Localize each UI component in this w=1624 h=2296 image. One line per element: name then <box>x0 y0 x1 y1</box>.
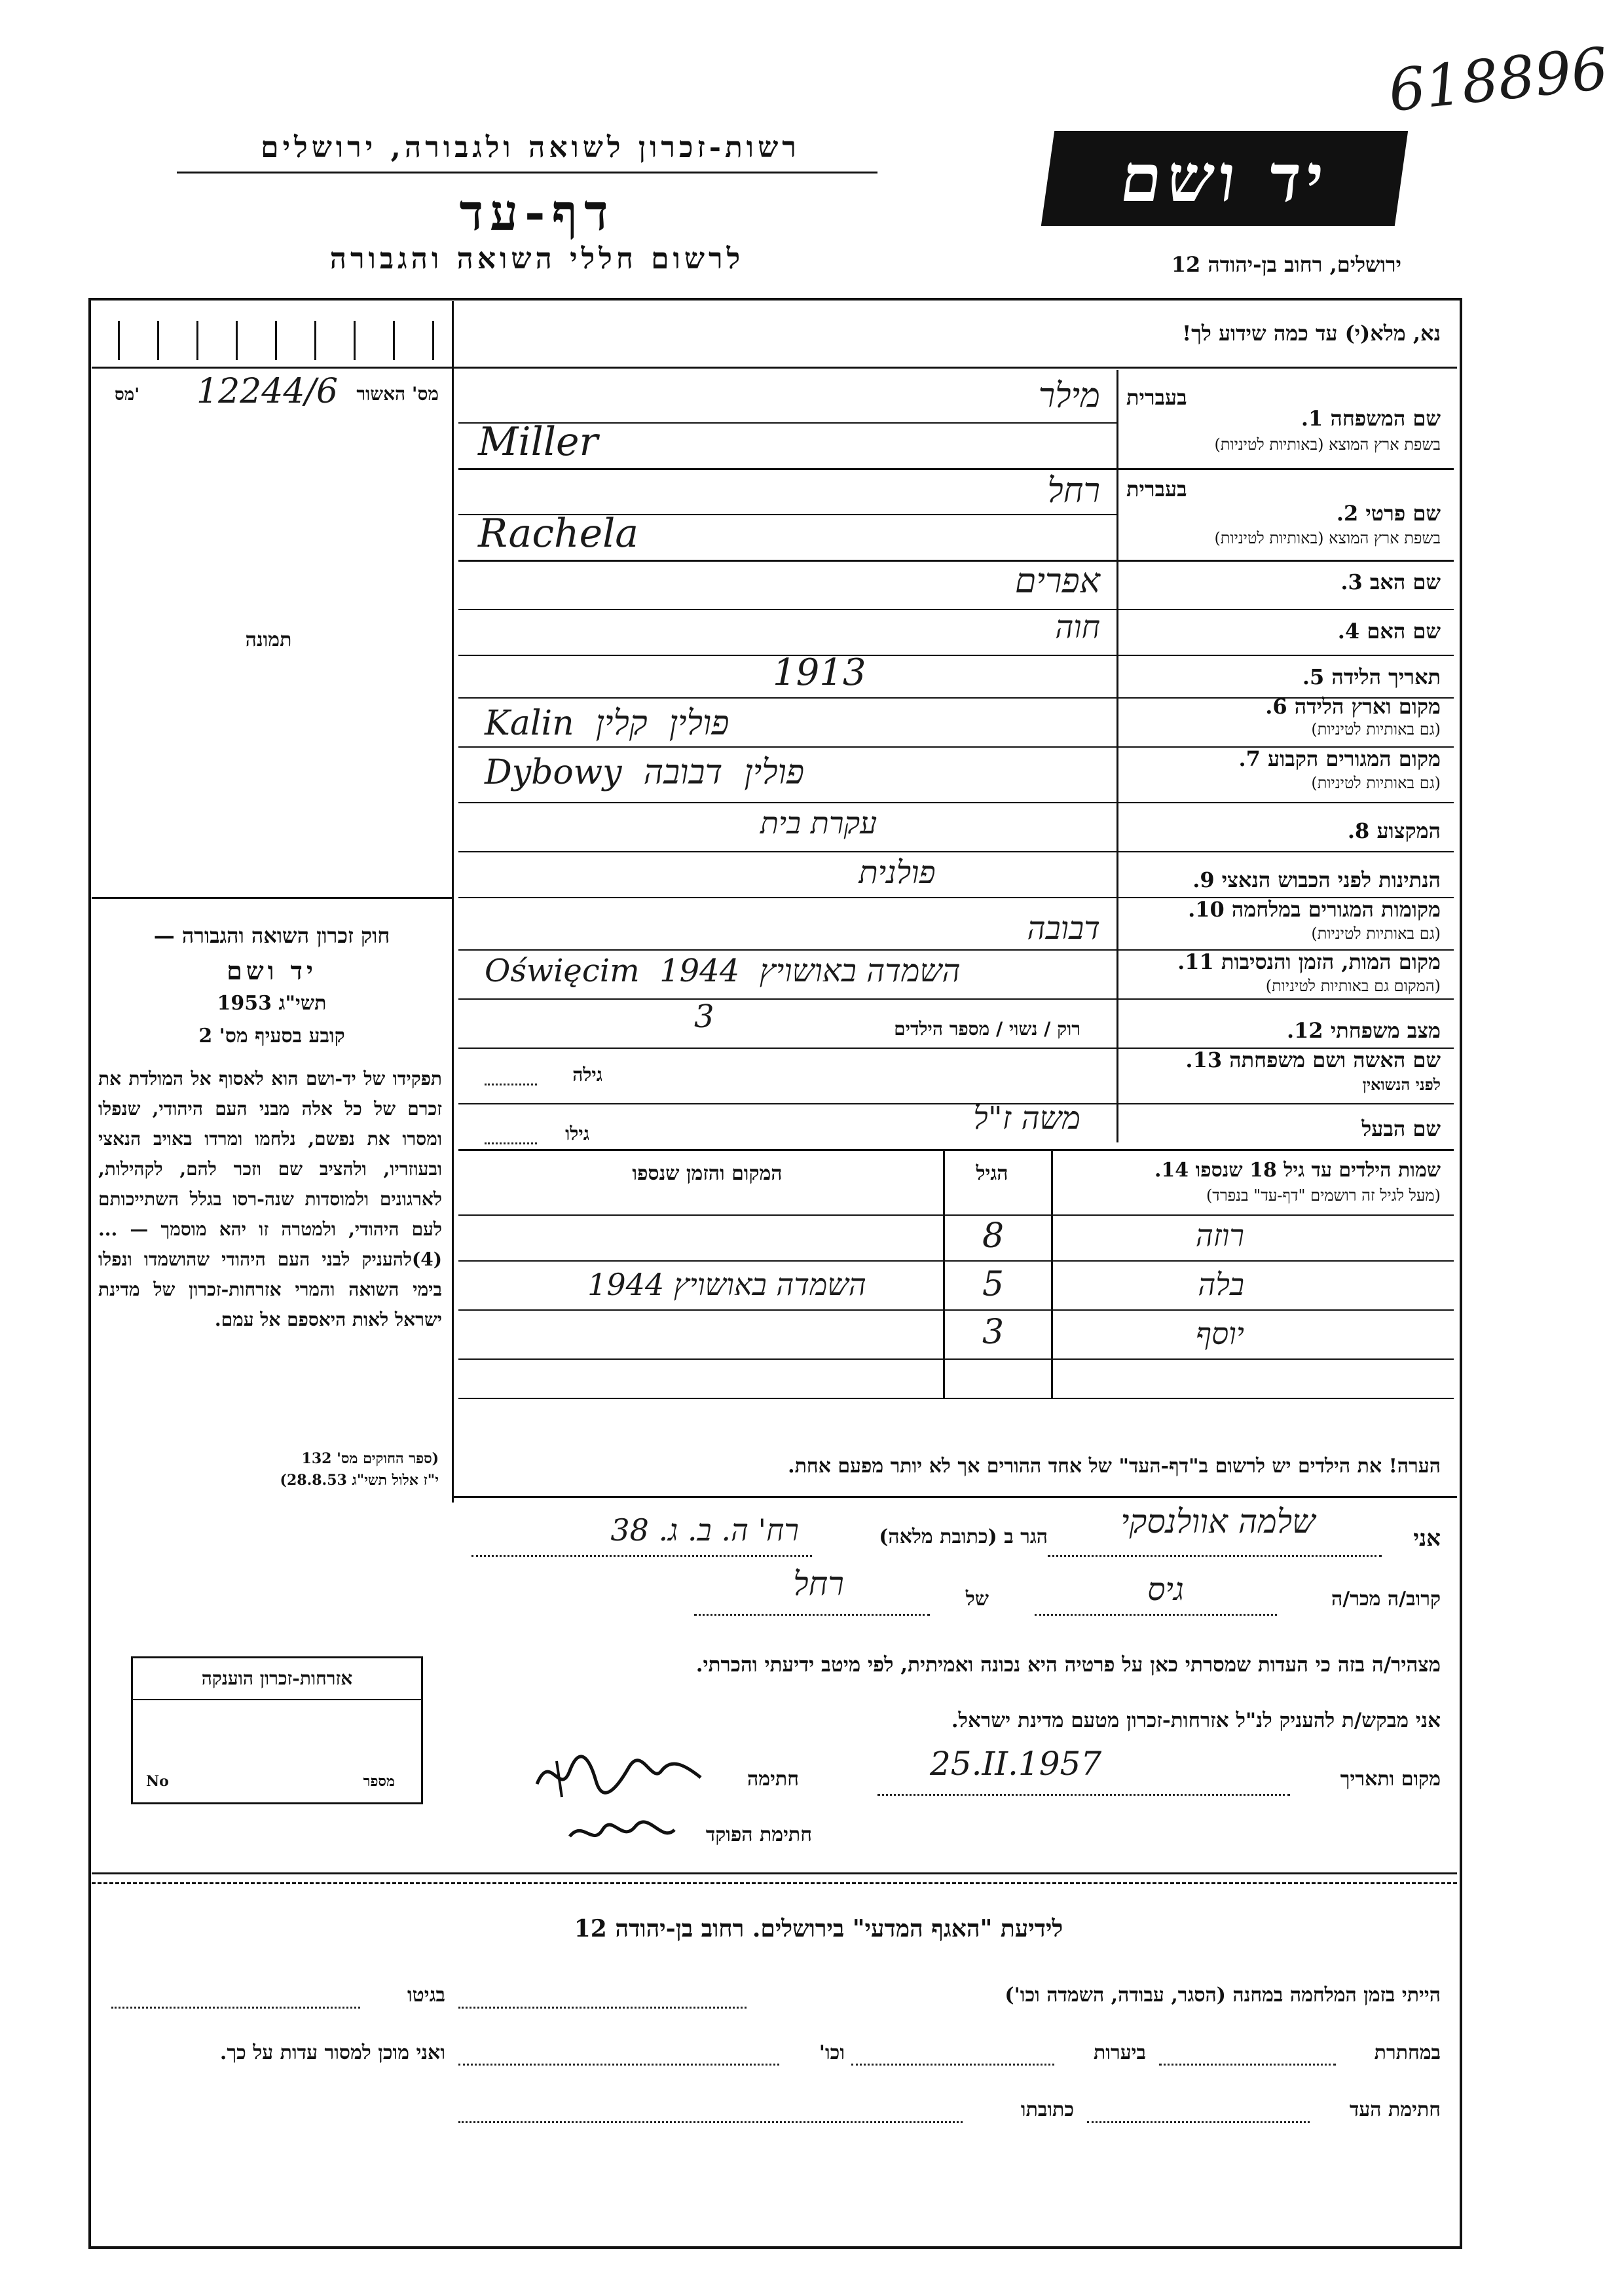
child-3-age: 3 <box>982 1313 1005 1352</box>
child-2-place: השמדה באושויץ 1944 <box>587 1267 866 1302</box>
footer-dashed <box>92 1882 1457 1884</box>
field-1-sub: בשפת ארץ המוצא (באותיות לטיניות) <box>1214 435 1441 454</box>
citizenship-box-no: No <box>146 1773 169 1790</box>
declarant-relation-label: קרוב/ה מכר/ה <box>1331 1588 1441 1611</box>
field-11-label: מקום המות, הזמן והנסיבות 11. <box>1177 949 1441 974</box>
citizenship-box <box>131 1656 423 1804</box>
declarant-of-label: של <box>965 1588 989 1611</box>
law-ref-2: י"ז אלול תשי"ג 28.8.53) <box>280 1472 439 1489</box>
footer-title: לידיעת "האגף המדעי" בירושלים. רחוב בן-יהודה 12 <box>574 1915 1063 1942</box>
husband-value: משה ז"ל <box>973 1100 1080 1137</box>
left-column-divider <box>452 301 454 1503</box>
approval-number: 12244/6 <box>196 372 339 411</box>
field-2-value-latin: Rachela <box>478 511 639 556</box>
field-1-label: שם המשפחה 1. <box>1301 406 1441 431</box>
citizenship-box-number-label: מספר <box>363 1773 395 1790</box>
field-2-value-he: רחל <box>1047 471 1100 511</box>
form-subtitle: לרשום חללי השואה והגבורה <box>329 242 745 276</box>
field-2-label: שם פרטי 2. <box>1336 501 1441 526</box>
law-text: תפקידו של יד-ושם הוא לאסוף אל המולדת את זכרם של כל אלה מבני העם היהודי, שנפלו ומסרו את נפשם, נלחמו ומרדו באויב הנאצי ובעוזריו, ולהציב שם וזכר להם, לקהילות, לארגונים ולמוסדות שנה-רסו בגלל השתייכותם לעם היהודי, ולמטרה זו יהא מוסמך — ...(4)להעניק לבני העם היהודי שהושמדו ונפלו בימי השואה והמרי אזרחות-זכרון של מדינת ישראל לאות היאספם אל עמם. <box>98 1068 442 1330</box>
footer-line3-b: כתובתו <box>1020 2098 1074 2121</box>
field-5-label: תאריך הלידה 5. <box>1302 665 1441 689</box>
declarant-i-label: אני <box>1413 1525 1441 1552</box>
field-1-value-he: מילר <box>1038 376 1100 416</box>
footer-divider <box>92 1872 1457 1874</box>
field-9-label: הנתינות לפני הכבוש הנאצי 9. <box>1192 867 1441 892</box>
field-12-value: רוק / נשוי / מספר הילדים <box>894 1018 1080 1040</box>
declaration-text: מצהיר/ה בזה כי העדות שמסרתי כאן על פרטיה היא נכונה ואמיתית, לפי מיטב ידיעתי והכרתי. <box>695 1653 1441 1677</box>
footer-line2-a: במחתרת <box>1374 2041 1441 2064</box>
instructions: נא, מלא(י) עד כמה שידוע לך! <box>1182 321 1441 346</box>
field-4-value: חוה <box>1055 609 1100 646</box>
field-13-sub: לפני הנשואין <box>1362 1075 1441 1094</box>
field-3-value: אפרים <box>1014 562 1100 601</box>
footer-line3-a: חתימת העד <box>1349 2098 1441 2121</box>
field-10-value: דבובה <box>1027 910 1100 947</box>
children-age-header: הגיל <box>976 1162 1008 1185</box>
declarant-relation: גיס <box>1147 1571 1184 1608</box>
field-9-value: פולנית <box>858 854 936 891</box>
logo-text: יד ושם <box>1115 139 1334 217</box>
field-7-value: Dybowy פולין דבובה <box>485 753 805 792</box>
footer-line2-c: וכו' <box>819 2041 845 2064</box>
approval-prefix: מס' <box>115 385 140 405</box>
declarant-address: רח' ה. ב. ג. 38 <box>610 1512 799 1548</box>
officer-signature-label: חתימת הפוקד <box>705 1823 812 1846</box>
photo-label: תמונה <box>245 629 292 651</box>
field-11-value: Oświęcim 1944 השמדה באושויץ <box>485 953 961 989</box>
husband-age-label: גילו <box>565 1123 589 1144</box>
approval-label: מס' האשור <box>356 383 439 405</box>
children-header-sub: (מעל לגיל זה רושמים "דף-עד" בנפרד) <box>1206 1186 1441 1205</box>
citizenship-box-title: אזרחות-זכרון הוענקה <box>201 1667 353 1689</box>
footer-line1-a: הייתי בזמן המלחמה במחנה (הסגר, עבודה, השמדה וכו') <box>1005 1984 1441 2007</box>
field-1-value-latin: Miller <box>478 419 599 465</box>
declarant-of-name: רחל <box>793 1565 844 1603</box>
field-12-label: מצב משפחתי 12. <box>1287 1018 1441 1043</box>
field-3-label: שם האב 3. <box>1340 570 1441 594</box>
child-2-age: 5 <box>982 1265 1005 1304</box>
note-divider <box>452 1496 1457 1498</box>
label-column-divider <box>1116 370 1118 1142</box>
approval-ticks <box>105 314 439 367</box>
archive-number: 618896 <box>1385 34 1612 125</box>
logo-address: ירושלים, רחוב בן-יהודה 12 <box>1171 252 1401 277</box>
field-2-sub: בשפת ארץ המוצא (באותיות לטיניות) <box>1214 529 1441 547</box>
field-1-lang: בעברית <box>1126 385 1187 410</box>
child-3-name: יוסף <box>1196 1316 1244 1351</box>
signature-label: חתימה <box>747 1768 799 1791</box>
authority-line: רשות-זכרון לשואה ולגבורה, ירושלים <box>261 131 800 164</box>
husband-label: שם הבעל <box>1361 1116 1441 1141</box>
field-6-value: Kalin פולין קלין <box>485 704 729 743</box>
field-7-sub: (גם באותיות לטיניות) <box>1311 774 1441 792</box>
children-place-header: המקום והזמן שנספו <box>632 1162 783 1185</box>
field-10-sub: (גם באותיות לטיניות) <box>1311 924 1441 943</box>
declarant-name: שלמה אוולנסקי <box>1120 1503 1316 1540</box>
law-year: תשי"ג 1953 <box>217 992 327 1015</box>
field-5-value: 1913 <box>773 651 866 694</box>
place-date-label: מקום ותאריך <box>1340 1768 1441 1791</box>
field-2-lang: בעברית <box>1126 477 1187 501</box>
law-title: חוק זכרון השואה והגבורה — <box>153 923 390 948</box>
footer-line2-d: ואני מוכן למסור עדות על כך. <box>219 2041 445 2064</box>
field-4-label: שם האם 4. <box>1337 619 1441 644</box>
top-row-divider <box>92 367 1457 369</box>
request-text: אני מבקש/ת להעניק לנ"ל אזרחות-זכרון מטעם מדינת ישראל. <box>951 1709 1441 1732</box>
yad-vashem-logo <box>1041 131 1408 226</box>
field-10-label: מקומות המגורים במלחמה 10. <box>1188 897 1441 922</box>
law-ref-1: (ספר החוקים מס' 132 <box>301 1450 439 1467</box>
field-6-sub: (גם באותיות לטיניות) <box>1311 720 1441 738</box>
photo-bottom <box>92 897 452 899</box>
place-date: 25.II.1957 <box>930 1745 1102 1783</box>
declarant-resides-label: הגר ב (כתובת מלאה) <box>879 1525 1048 1548</box>
field-8-value: עקרת בית <box>760 805 877 841</box>
field-6-label: מקום וארץ הלידה 6. <box>1265 694 1441 719</box>
child-1-name: רוזה <box>1195 1218 1244 1253</box>
law-clause: קובע בסעיף מס' 2 <box>198 1025 345 1048</box>
law-name: יד ושם <box>227 956 317 985</box>
field-12-children-count: 3 <box>694 998 714 1035</box>
footer-line1-b: בגיטו <box>407 1984 445 2007</box>
field-7-label: מקום המגורים הקבוע 7. <box>1238 746 1441 771</box>
declarant-signature <box>530 1745 707 1804</box>
footer-line2-b: ביערות <box>1093 2041 1146 2064</box>
field-13-age-label: גילה <box>572 1064 602 1085</box>
field-8-label: המקצוע 8. <box>1347 818 1441 843</box>
child-2-name: בלה <box>1198 1267 1244 1302</box>
officer-signature <box>563 1807 681 1853</box>
field-13-label: שם האשה ושם משפחתה 13. <box>1185 1048 1441 1072</box>
authority-underline <box>177 172 877 173</box>
form-title: דף-עד <box>459 183 615 242</box>
children-header: שמות הילדים עד גיל 18 שנספו 14. <box>1154 1159 1441 1182</box>
field-11-sub: (המקום גם באותיות לטיניות) <box>1265 977 1441 995</box>
child-1-age: 8 <box>982 1216 1005 1256</box>
note: הערה! את הילדים יש לרשום ב"דף-העד" של אחד ההורים אך לא יותר מפעם אחת. <box>788 1455 1441 1478</box>
